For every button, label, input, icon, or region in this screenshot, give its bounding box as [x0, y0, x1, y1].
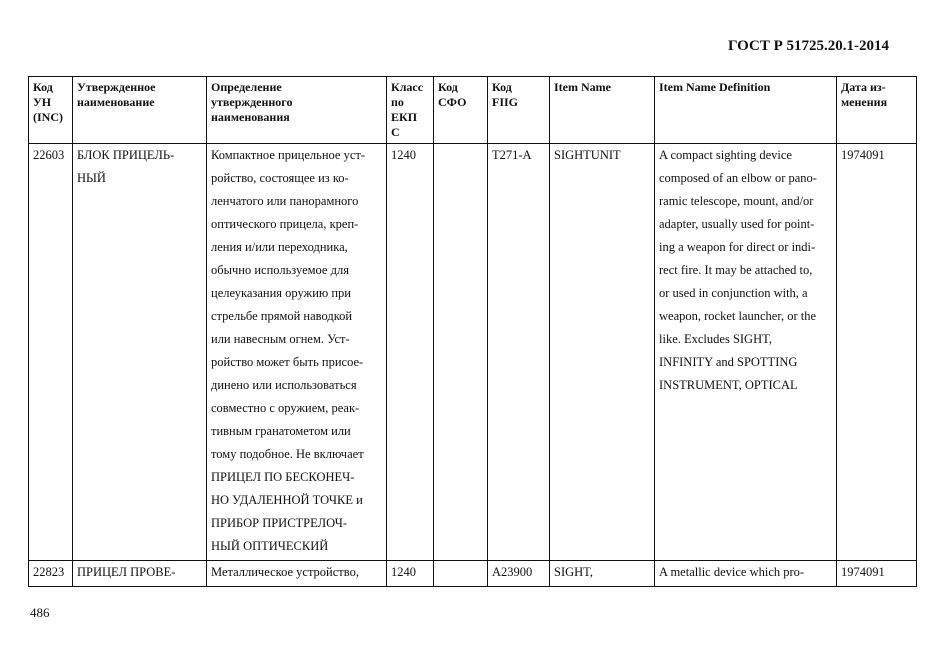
cell-approved-name: БЛОК ПРИЦЕЛЬ- НЫЙ: [73, 144, 207, 561]
column-header-class: Класс по ЕКП С: [387, 77, 434, 144]
column-header-sfo: Код СФО: [434, 77, 488, 144]
cell-approved-name: ПРИЦЕЛ ПРОВЕ-: [73, 561, 207, 587]
cell-sfo: [434, 144, 488, 561]
table-row: [29, 561, 917, 587]
table-row: [29, 144, 917, 561]
cell-fiig: T271-A: [488, 144, 550, 561]
column-header-fiig: Код FIIG: [488, 77, 550, 144]
column-header-item-name: Item Name: [550, 77, 655, 144]
column-header-inc: Код УН (INC): [29, 77, 73, 144]
cell-class: 1240: [387, 561, 434, 587]
column-header-date: Дата из- менения: [837, 77, 917, 144]
cell-item-definition: A compact sighting device composed of an elbow or pano- ramic telescope, mount, and/or adapter, usually used for point- ing a weapon for direct or indi- rect fire. It may be attached to, or used in conjunction with, a weapon, rocket launcher, or the like. Excludes SIGHT, INFINITY and SPOTTING INSTRUMENT, OPTICAL: [655, 144, 837, 561]
table-header-row: [29, 77, 917, 144]
cell-fiig: A23900: [488, 561, 550, 587]
column-header-approved-name: Утвержденное наименование: [73, 77, 207, 144]
cell-class: 1240: [387, 144, 434, 561]
cell-inc: 22823: [29, 561, 73, 587]
cell-sfo: [434, 561, 488, 587]
column-header-definition: Определение утвержденного наименования: [207, 77, 387, 144]
cell-definition: Компактное прицельное уст- ройство, состоящее из ко- ленчатого или панорамного оптического прицела, креп- ления и/или переходника, обычно используемое для целеуказания оружию при стрельбе прямой наводкой или навесным огнем. Уст- ройство может быть присое- динено или использоваться совместно с оружием, реак- тивным гранатометом или тому подобное. Не включает ПРИЦЕЛ ПО БЕСКОНЕЧ- НО УДАЛЕННОЙ ТОЧКЕ и ПРИБОР ПРИСТРЕЛОЧ- НЫЙ ОПТИЧЕСКИЙ: [207, 144, 387, 561]
catalog-table: [28, 76, 917, 587]
cell-date: 1974091: [837, 561, 917, 587]
column-header-item-definition: Item Name Definition: [655, 77, 837, 144]
cell-inc: 22603: [29, 144, 73, 561]
cell-item-definition: A metallic device which pro-: [655, 561, 837, 587]
document-code: ГОСТ Р 51725.20.1-2014: [727, 38, 889, 54]
cell-item-name: SIGHTUNIT: [550, 144, 655, 561]
page-number: 486: [30, 605, 50, 620]
cell-date: 1974091: [837, 144, 917, 561]
cell-definition: Металлическое устройство,: [207, 561, 387, 587]
cell-item-name: SIGHT,: [550, 561, 655, 587]
